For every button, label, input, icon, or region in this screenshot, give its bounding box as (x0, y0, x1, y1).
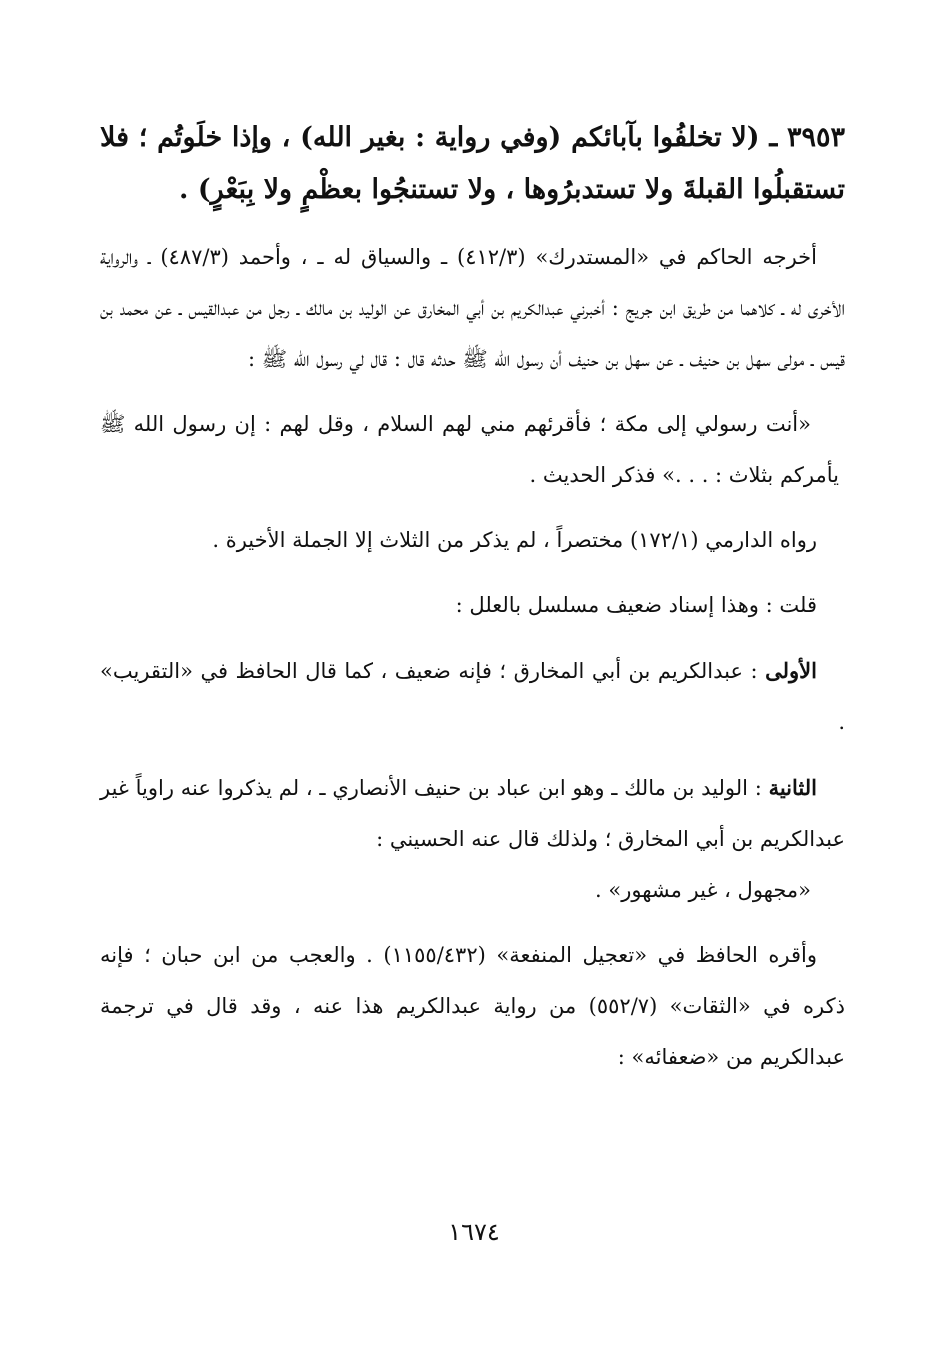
husaini-quote: «مجهول ، غير مشهور» . (595, 878, 811, 902)
second-illa-text: : الوليد بن مالك ـ وهو ابن عباد بن حنيف الأنصاري ـ ، لم يذكروا عنه راوياً غير عبدالكريم بن أبي المخارق ؛ ولذلك قال عنه الحسيني : (100, 776, 845, 851)
second-illa-paragraph (100, 762, 845, 865)
page-number: ١٦٧٤ (448, 1218, 500, 1246)
hadith-text: ٣٩٥٣ ـ (لا تخلفُوا بآبائكم (وفي رواية : بغير الله) ، وإذا خلَوتُم ؛ فلا تستقبلُوا القبلةَ ولا تستدبرُوها ، ولا تستنجُوا بعظْمٍ ولا بِبَعْرٍ) . (100, 122, 845, 205)
first-illa-label: الأولى (765, 658, 817, 683)
takhrij-paragraph: أخرجه الحاكم في «المستدرك» (٤١٢/٣) ـ والسياق له ـ ، وأحمد (٤٨٧/٣) ـ والرواية الأخرى له ـ كلاهما من طريق ابن جريج : أخبرني عبدالكريم بن أبي المخارق عن الوليد بن مالك ـ رجل من عبدالقيس ـ عن محمد بن قيس ـ مولى سهل بن حنيف ـ عن سهل بن حنيف أن رسول الله ﷺ حدثه قال : قال لي رسول الله ﷺ : (100, 245, 845, 371)
first-illa-text: : عبدالكريم بن أبي المخارق ؛ فإنه ضعيف ، كما قال الحافظ في «التقريب» . (100, 659, 845, 734)
darimi-paragraph: رواه الدارمي (١٧٢/١) مختصراً ، لم يذكر من الثلاث إلا الجملة الأخيرة . (212, 528, 817, 552)
first-illa-paragraph (100, 645, 845, 748)
final-paragraph: وأقره الحافظ في «تعجيل المنفعة» (١١٥٥/٤٣٢) . والعجب من ابن حبان ؛ فإنه ذكره في «الثقات» (٥٥٢/٧) من رواية عبدالكريم هذا عنه ، وقد قال في ترجمة عبدالكريم من «ضعفائه» : (100, 943, 845, 1069)
quote-paragraph: «أنت رسولي إلى مكة ؛ فأقرئهم مني لهم السلام ، وقل لهم : إن رسول الله ﷺ يأمركم بثلاث : . . .» فذكر الحديث . (100, 412, 839, 487)
page-body (100, 112, 845, 1083)
qultu-paragraph: قلت : وهذا إسناد ضعيف مسلسل بالعلل : (455, 593, 817, 617)
second-illa-label: الثانية (768, 775, 817, 800)
